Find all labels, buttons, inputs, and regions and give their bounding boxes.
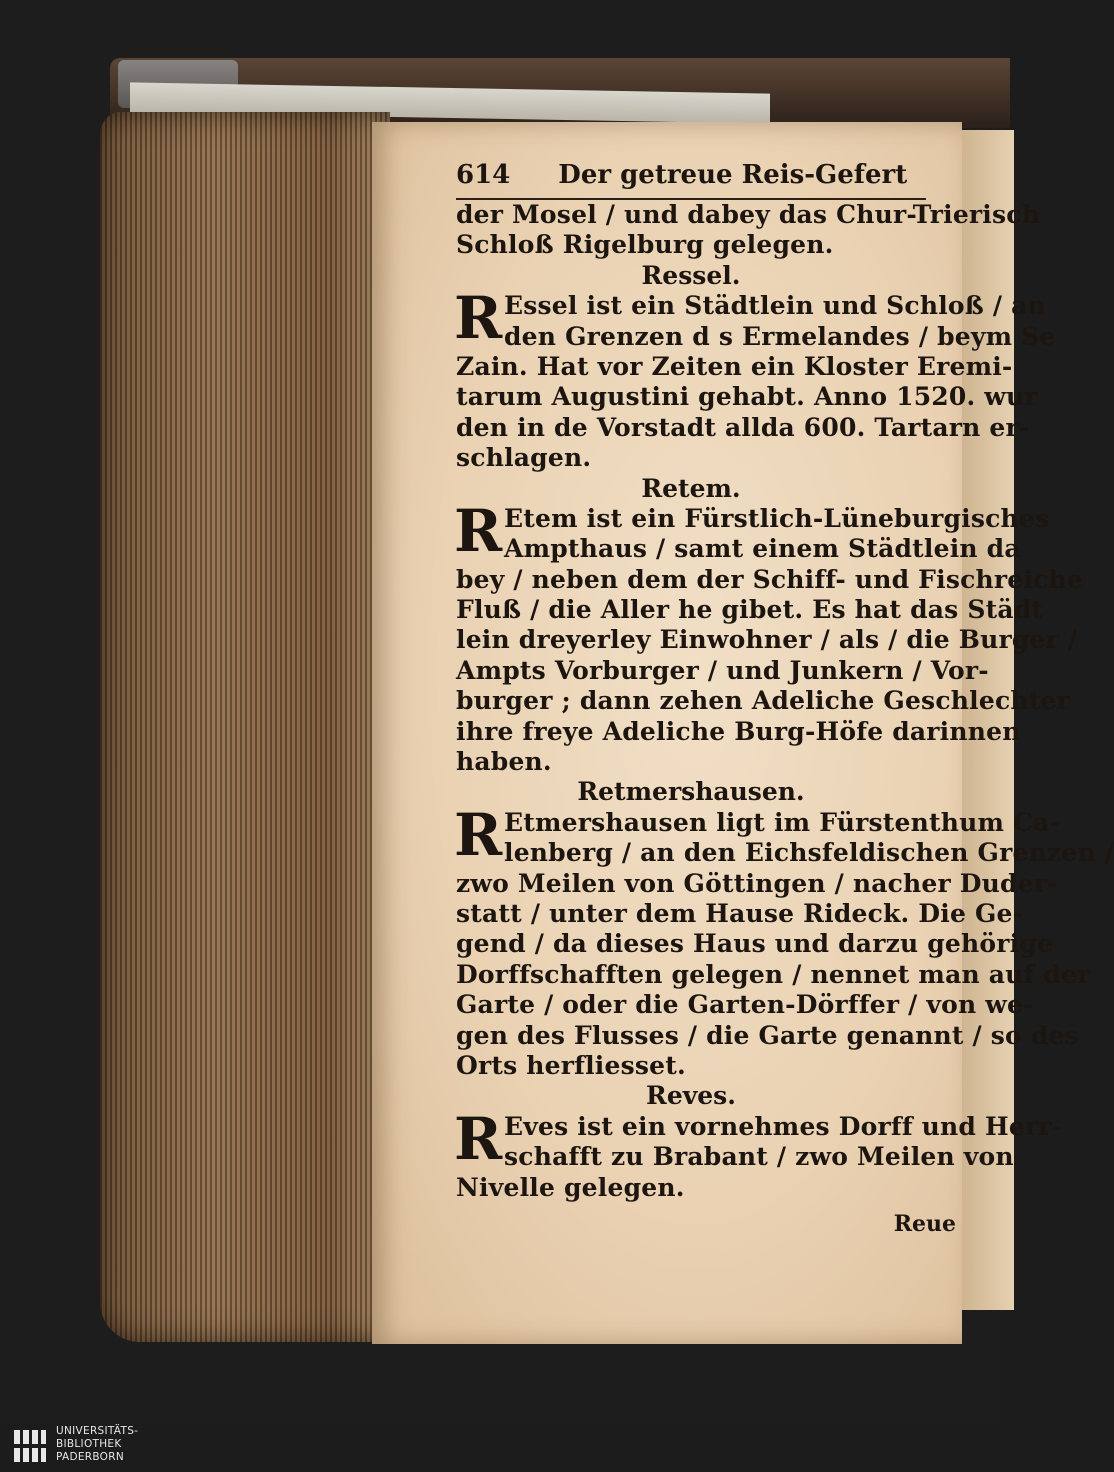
text-line xyxy=(456,990,1034,1020)
text-line xyxy=(456,716,1021,747)
library-name xyxy=(56,1425,138,1464)
text-line xyxy=(456,595,1044,625)
line-text: gend / da dieses Haus und darzu gehörige xyxy=(456,929,1054,959)
running-title: Der getreue Reis-Gefert xyxy=(558,160,908,190)
text-line xyxy=(456,534,1021,564)
entry-heading xyxy=(456,261,926,291)
drop-initial: R xyxy=(454,496,503,565)
line-text: Ampthaus / samt einem Städtlein da xyxy=(504,534,1021,564)
line-text: Essel ist ein Städtlein und Schloß / an xyxy=(504,291,1046,321)
text-line xyxy=(456,412,1030,443)
footer-bar xyxy=(0,1420,1000,1472)
line-text: zwo Meilen von Göttingen / nacher Duder- xyxy=(456,868,1058,898)
text-line xyxy=(456,443,956,473)
line-text: lein dreyerley Einwohner / als / die Burger / xyxy=(456,625,1078,655)
line-text: statt / unter dem Hause Rideck. Die Ge- xyxy=(456,898,1024,928)
text-line xyxy=(456,200,1041,230)
line-text: tarum Augustini gehabt. Anno 1520. wur xyxy=(456,382,1038,412)
page-number: 614 xyxy=(456,160,511,190)
text-line xyxy=(456,868,1058,899)
page-block-fore-edge xyxy=(100,112,390,1342)
drop-initial: R xyxy=(454,1104,503,1173)
text-line xyxy=(456,1173,956,1203)
line-text: gen des Flusses / die Garte genannt / so des xyxy=(456,1020,1079,1050)
library-name-line-2: BIBLIOTHEK xyxy=(56,1438,122,1450)
library-logo-icon xyxy=(12,1428,48,1464)
line-text: Etem ist ein Fürstlich-Lüneburgisches xyxy=(504,503,1050,533)
text-line xyxy=(456,747,956,777)
text-line xyxy=(456,1020,1079,1051)
line-text: Dorffschafften gelegen / nennet man auf der xyxy=(456,959,1091,989)
text-line xyxy=(456,1142,1014,1172)
catchword: Reue xyxy=(893,1210,956,1237)
line-text: ihre freye Adeliche Burg-Höfe darinnen xyxy=(456,716,1021,746)
text-line xyxy=(456,321,1056,352)
entry-heading xyxy=(456,474,926,504)
text-line xyxy=(456,929,1054,959)
text-line xyxy=(456,838,1114,868)
line-text: bey / neben dem der Schiff- und Fischreiche xyxy=(456,564,1083,594)
line-text: schlagen. xyxy=(456,443,592,473)
drop-initial: R xyxy=(454,284,503,353)
line-text: Orts herfliesset. xyxy=(456,1050,686,1080)
line-text: Ressel. xyxy=(641,260,741,290)
library-name-line-1: UNIVERSITÄTS- xyxy=(56,1425,139,1437)
line-text: Retem. xyxy=(641,473,741,503)
text-line xyxy=(456,230,956,260)
text-line xyxy=(456,1051,956,1081)
line-text: Schloß Rigelburg gelegen. xyxy=(456,230,834,260)
line-text: haben. xyxy=(456,747,552,777)
line-text: lenberg / an den Eichsfeldischen Grenzen / xyxy=(504,838,1114,868)
entry-heading xyxy=(456,777,926,807)
line-text: schafft zu Brabant / zwo Meilen von xyxy=(504,1142,1014,1172)
line-text: Nivelle gelegen. xyxy=(456,1172,685,1202)
text-line xyxy=(456,625,1078,655)
text-line xyxy=(456,959,1091,990)
line-text: burger ; dann zehen Adeliche Geschlechter xyxy=(456,686,1070,716)
text-line xyxy=(456,564,1083,595)
line-text: den in de Vorstadt allda 600. Tartarn er- xyxy=(456,412,1030,442)
text-line xyxy=(456,686,1070,716)
library-name-line-3: PADERBORN xyxy=(56,1451,124,1463)
entry-heading xyxy=(456,1081,926,1111)
line-text: Reves. xyxy=(646,1081,736,1111)
text-line xyxy=(456,382,1038,412)
line-text: Etmershausen ligt im Fürstenthum Ca- xyxy=(504,807,1061,837)
text-lines xyxy=(454,200,1114,1203)
line-text: Ampts Vorburger / und Junkern / Vor- xyxy=(456,655,989,685)
text-line xyxy=(456,351,1013,382)
text-line xyxy=(456,898,1024,929)
line-text: der Mosel / und dabey das Chur-Trierisch xyxy=(456,200,1041,229)
line-text: Eves ist ein vornehmes Dorff und Herr- xyxy=(504,1111,1063,1141)
line-text: Garte / oder die Garten-Dörffer / von we- xyxy=(456,990,1034,1020)
page-header xyxy=(456,160,926,200)
line-text: den Grenzen d s Ermelandes / beym Se xyxy=(504,321,1056,351)
page-text xyxy=(454,160,1114,1239)
text-line xyxy=(456,655,989,686)
line-text: Zain. Hat vor Zeiten ein Kloster Eremi- xyxy=(456,351,1013,381)
line-text: Fluß / die Aller he gibet. Es hat das Städt xyxy=(456,595,1044,625)
line-text: Retmershausen. xyxy=(577,777,805,807)
drop-initial: R xyxy=(454,800,503,869)
